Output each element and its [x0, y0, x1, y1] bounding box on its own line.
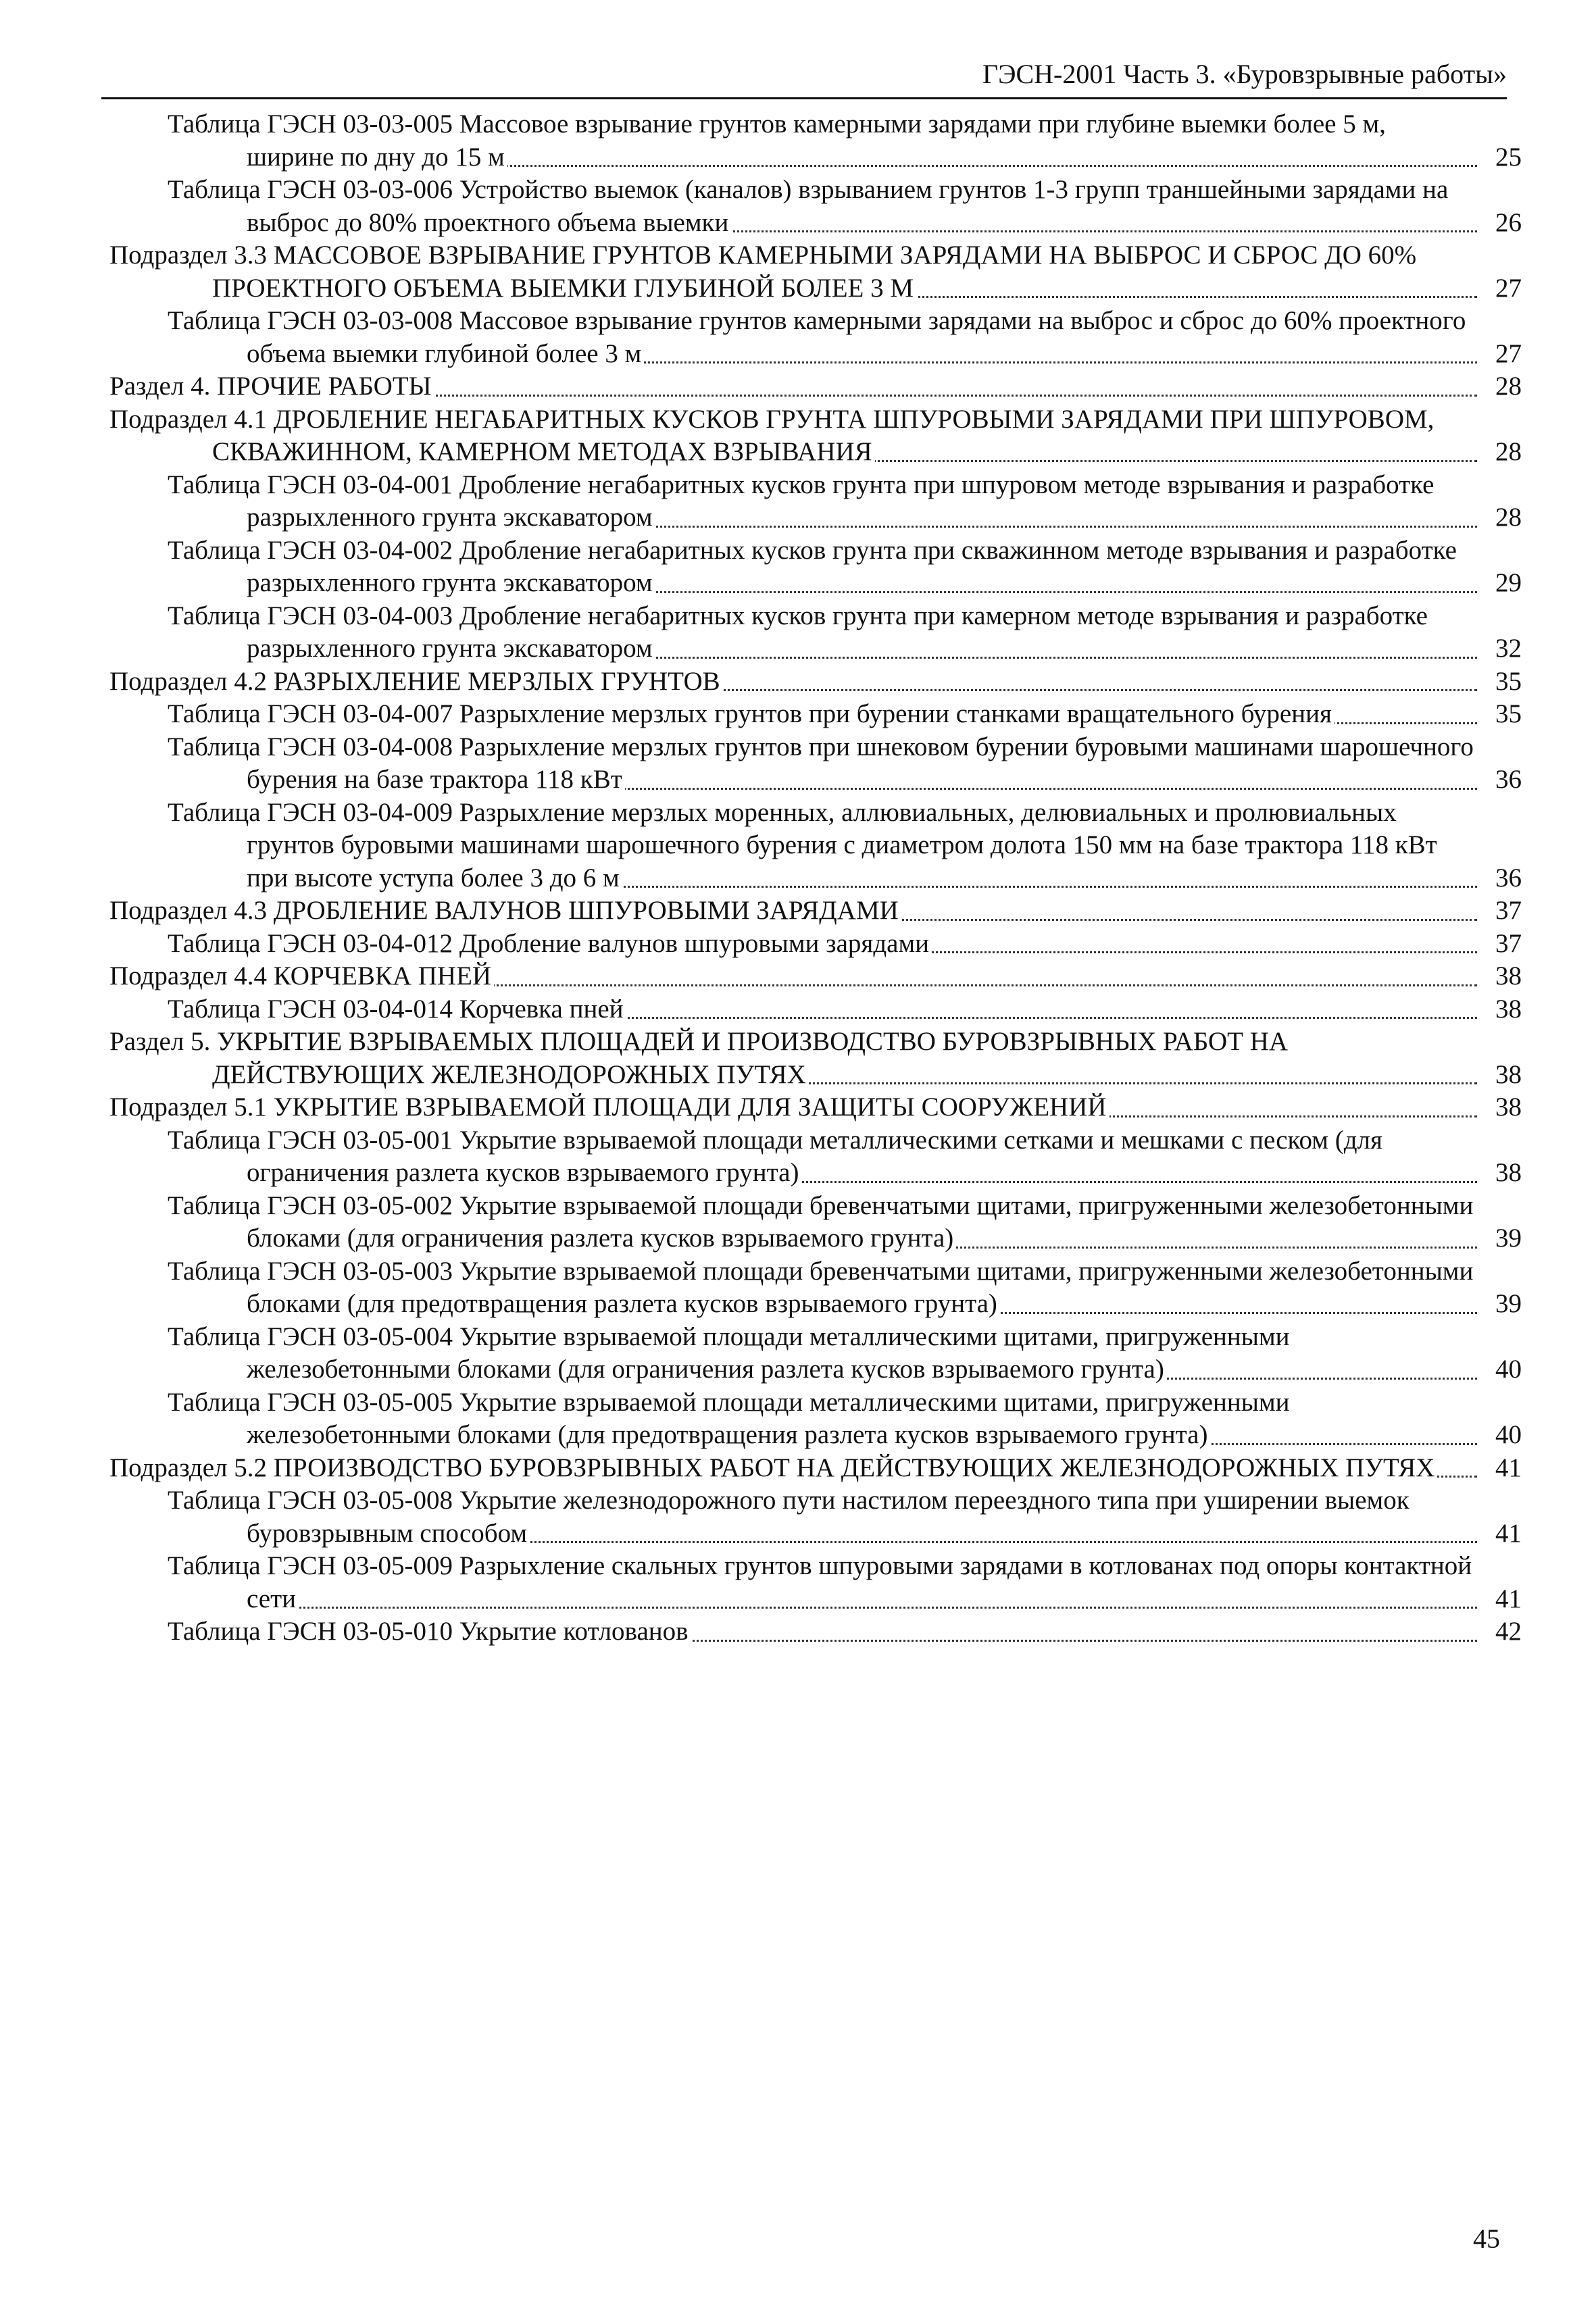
toc-entry-page: 35 — [1481, 665, 1522, 699]
toc-entry[interactable] — [109, 403, 1522, 469]
toc-entry-page: 40 — [1481, 1353, 1522, 1386]
dot-leader — [247, 1607, 1477, 1609]
toc-entry-title: Таблица ГЭСН 03-05-003 Укрытие взрываемой площади бревенчатыми щитами, пригруженными железобетонными блоками (для предотвращения разлета кусков взрываемого грунта) — [168, 1256, 1474, 1318]
toc-entry-title: Раздел 4. ПРОЧИЕ РАБОТЫ — [109, 372, 434, 401]
toc-entry-title: Таблица ГЭСН 03-04-014 Корчевка пней — [168, 995, 626, 1024]
toc-entry[interactable] — [168, 731, 1522, 797]
toc-entry-page: 38 — [1481, 1157, 1522, 1190]
toc-entry[interactable] — [168, 1190, 1522, 1255]
toc-entry-title: Подраздел 3.3 МАССОВОЕ ВЗРЫВАНИЕ ГРУНТОВ КАМЕРНЫМИ ЗАРЯДАМИ НА ВЫБРОС И СБРОС ДО 60% ПРОЕКТНОГО ОБЪЕМА ВЫЕМКИ ГЛУБИНОЙ БОЛЕЕ 3 М — [109, 241, 1417, 303]
toc-entry-title: Таблица ГЭСН 03-04-009 Разрыхление мерзлых моренных, аллювиальных, делювиальных и пролювиальных грунтов буровыми машинами шарошечного бурения с диаметром долота 150 мм на базе трактора 118 кВт при высоте уступа более 3 до 6 м — [168, 797, 1437, 892]
toc-entry-page: 40 — [1481, 1419, 1522, 1452]
toc-entry-page: 41 — [1481, 1452, 1522, 1485]
toc-entry[interactable] — [168, 1321, 1522, 1386]
toc-entry[interactable] — [109, 1026, 1522, 1091]
toc-entry-title: Таблица ГЭСН 03-05-010 Укрытие котлованов — [168, 1617, 691, 1646]
toc-entry-title: Таблица ГЭСН 03-03-005 Массовое взрывание грунтов камерными зарядами при глубине выемки более 5 м, ширине по дну до 15 м — [168, 109, 1386, 172]
toc-entry-page: 32 — [1481, 632, 1522, 665]
toc-entry-page: 38 — [1481, 1059, 1522, 1092]
toc-entry-page: 42 — [1481, 1615, 1522, 1649]
toc-entry-title: Таблица ГЭСН 03-04-012 Дробление валунов шпуровыми зарядами — [168, 929, 932, 958]
toc-entry-title: Подраздел 5.1 УКРЫТИЕ ВЗРЫВАЕМОЙ ПЛОЩАДИ ДЛЯ ЗАЩИТЫ СООРУЖЕНИЙ — [109, 1092, 1109, 1122]
toc-entry-page: 28 — [1481, 436, 1522, 469]
toc-entry-title: Подраздел 4.4 КОРЧЕВКА ПНЕЙ — [109, 961, 494, 990]
header-rule — [101, 97, 1507, 99]
toc-entry[interactable] — [168, 928, 1522, 961]
toc-entry[interactable] — [168, 1550, 1522, 1615]
toc-entry-page: 38 — [1481, 960, 1522, 993]
toc-entry-page: 39 — [1481, 1222, 1522, 1255]
toc-entry[interactable] — [168, 1615, 1522, 1649]
toc-entry-title: Таблица ГЭСН 03-03-008 Массовое взрывание грунтов камерными зарядами на выброс и сброс до 60% проектного объема выемки глубиной более 3 м — [168, 306, 1466, 368]
toc-entry-title: Таблица ГЭСН 03-04-003 Дробление негабаритных кусков грунта при камерном методе взрывания и разработке разрыхленного грунта экскаватором — [168, 601, 1428, 663]
toc-entry-page: 36 — [1481, 862, 1522, 895]
toc-entry-page: 28 — [1481, 501, 1522, 534]
toc-entry-title: Таблица ГЭСН 03-03-006 Устройство выемок (каналов) взрыванием грунтов 1-3 групп траншейными зарядами на выброс до 80% проектного объема выемки — [168, 175, 1449, 237]
toc-entry-page: 27 — [1481, 338, 1522, 371]
toc-entry[interactable] — [109, 370, 1522, 403]
toc-entry[interactable] — [109, 960, 1522, 993]
toc-entry[interactable] — [168, 1484, 1522, 1550]
toc-entry-page: 28 — [1481, 370, 1522, 403]
toc-entry[interactable] — [168, 993, 1522, 1026]
toc-entry-title: Подраздел 4.2 РАЗРЫХЛЕНИЕ МЕРЗЛЫХ ГРУНТОВ — [109, 667, 723, 696]
toc-entry-title: Раздел 5. УКРЫТИЕ ВЗРЫВАЕМЫХ ПЛОЩАДЕЙ И ПРОИЗВОДСТВО БУРОВЗРЫВНЫХ РАБОТ НА ДЕЙСТВУЮЩИХ ЖЕЛЕЗНОДОРОЖНЫХ ПУТЯХ — [109, 1027, 1289, 1089]
toc-entry-title: Подраздел 4.1 ДРОБЛЕНИЕ НЕГАБАРИТНЫХ КУСКОВ ГРУНТА ШПУРОВЫМИ ЗАРЯДАМИ ПРИ ШПУРОВОМ, СКВАЖИННОМ, КАМЕРНОМ МЕТОДАХ ВЗРЫВАНИЯ — [109, 404, 1435, 466]
toc-entry-title: Таблица ГЭСН 03-05-001 Укрытие взрываемой площади металлическими сетками и мешками с песком (для ограничения разлета кусков взрываемого грунта) — [168, 1125, 1382, 1187]
toc-entry-title: Таблица ГЭСН 03-05-009 Разрыхление скальных грунтов шпуровыми зарядами в котлованах под опоры контактной сети — [168, 1551, 1472, 1613]
toc-entry[interactable] — [168, 305, 1522, 370]
toc-entry[interactable] — [168, 1124, 1522, 1190]
toc-entry-title: Таблица ГЭСН 03-04-007 Разрыхление мерзлых грунтов при бурении станками вращательного бурения — [168, 699, 1335, 728]
toc-entry[interactable] — [109, 895, 1522, 928]
toc-entry-page: 37 — [1481, 928, 1522, 961]
toc-entry-page: 41 — [1481, 1517, 1522, 1551]
toc-entry-page: 41 — [1481, 1583, 1522, 1616]
toc-entry-title: Таблица ГЭСН 03-05-004 Укрытие взрываемой площади металлическими щитами, пригруженными железобетонными блоками (для ограничения разлета кусков взрываемого грунта) — [168, 1322, 1290, 1384]
toc-entry[interactable] — [168, 797, 1522, 895]
toc-entry-page: 38 — [1481, 993, 1522, 1026]
page-number: 45 — [1473, 2223, 1500, 2254]
toc-entry[interactable] — [168, 534, 1522, 600]
toc-entry-page: 29 — [1481, 567, 1522, 600]
toc-entry[interactable] — [109, 1452, 1522, 1485]
running-header: ГЭСН-2001 Часть 3. «Буровзрывные работы» — [982, 59, 1507, 89]
toc-entry[interactable] — [168, 108, 1522, 174]
toc-entry[interactable] — [109, 665, 1522, 699]
toc-entry-page: 36 — [1481, 763, 1522, 797]
toc-entry-page: 27 — [1481, 272, 1522, 305]
toc-entry-page: 37 — [1481, 895, 1522, 928]
toc-entry[interactable] — [168, 698, 1522, 731]
toc-entry-title: Таблица ГЭСН 03-05-002 Укрытие взрываемой площади бревенчатыми щитами, пригруженными железобетонными блоками (для ограничения разлета кусков взрываемого грунта) — [168, 1190, 1474, 1253]
toc-entry-title: Таблица ГЭСН 03-04-002 Дробление негабаритных кусков грунта при скважинном методе взрывания и разработке разрыхленного грунта экскаватором — [168, 535, 1457, 597]
toc-entry-page: 38 — [1481, 1091, 1522, 1124]
toc-entry-title: Таблица ГЭСН 03-05-008 Укрытие железнодорожного пути настилом переездного типа при уширении выемок буровзрывным способом — [168, 1486, 1410, 1548]
toc-entry[interactable] — [168, 1386, 1522, 1452]
toc-entry[interactable] — [168, 174, 1522, 239]
toc-entry-title: Таблица ГЭСН 03-04-008 Разрыхление мерзлых грунтов при шнековом бурении буровыми машинами шарошечного бурения на базе трактора 118 кВт — [168, 732, 1474, 794]
table-of-contents — [0, 108, 1596, 1649]
toc-entry[interactable] — [109, 239, 1522, 305]
toc-entry-page: 39 — [1481, 1288, 1522, 1321]
toc-entry-page: 35 — [1481, 698, 1522, 731]
toc-entry-page: 26 — [1481, 207, 1522, 240]
toc-entry-title: Подраздел 4.3 ДРОБЛЕНИЕ ВАЛУНОВ ШПУРОВЫМИ ЗАРЯДАМИ — [109, 896, 901, 925]
toc-entry[interactable] — [109, 1091, 1522, 1124]
toc-entry-title: Подраздел 5.2 ПРОИЗВОДСТВО БУРОВЗРЫВНЫХ РАБОТ НА ДЕЙСТВУЮЩИХ ЖЕЛЕЗНОДОРОЖНЫХ ПУТЯХ — [109, 1453, 1437, 1482]
toc-entry[interactable] — [168, 600, 1522, 665]
toc-entry-title: Таблица ГЭСН 03-04-001 Дробление негабаритных кусков грунта при шпуровом методе взрывания и разработке разрыхленного грунта экскаватором — [168, 470, 1435, 532]
toc-entry[interactable] — [168, 1255, 1522, 1321]
toc-entry-page: 25 — [1481, 141, 1522, 174]
toc-entry[interactable] — [168, 469, 1522, 534]
toc-entry-title: Таблица ГЭСН 03-05-005 Укрытие взрываемой площади металлическими щитами, пригруженными железобетонными блоками (для предотвращения разлета кусков взрываемого грунта) — [168, 1387, 1290, 1449]
